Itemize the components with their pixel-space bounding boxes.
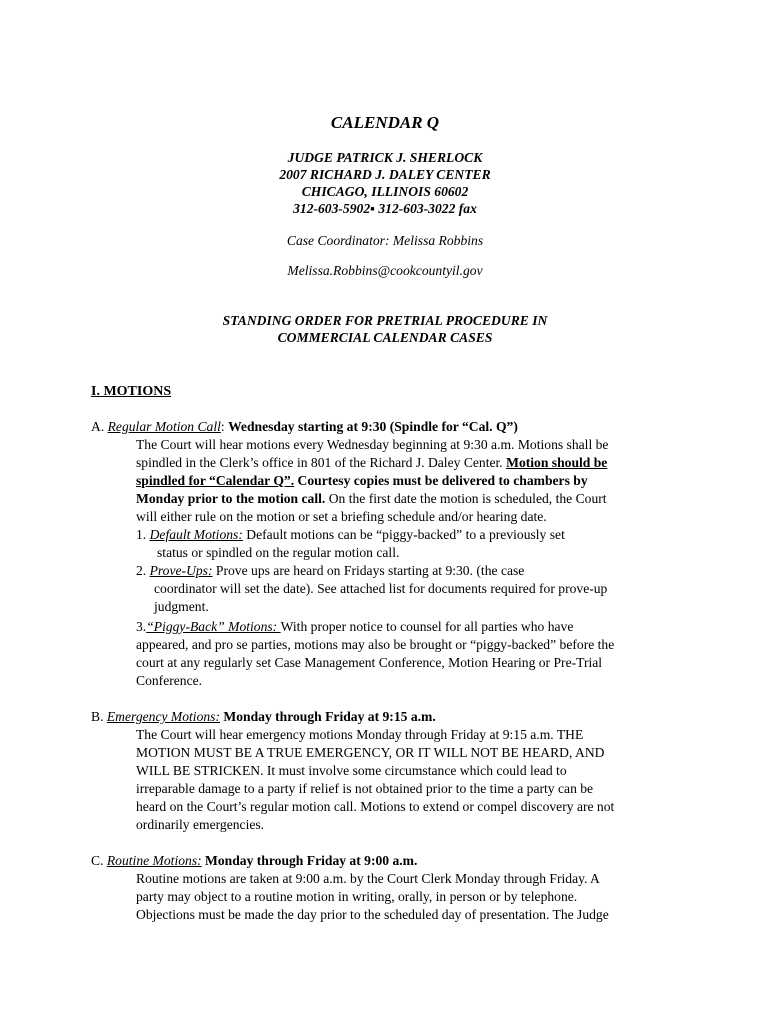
section-a-line-3: spindled for “Calendar Q”. Courtesy copies must be delivered to chambers by [136, 473, 588, 488]
section-b-line-5: heard on the Court’s regular motion call. Motions to extend or compel discovery are not [136, 799, 615, 814]
list-item-piggy-back: 3.“Piggy-Back” Motions: With proper notice to counsel for all parties who have [136, 619, 574, 634]
section-c-line-1: Routine motions are taken at 9:00 a.m. by the Court Clerk Monday through Friday. A [136, 871, 600, 886]
section-c-heading: C. Routine Motions: Monday through Friday at 9:00 a.m. [91, 853, 418, 868]
section-b-heading: B. Emergency Motions: Monday through Friday at 9:15 a.m. [91, 709, 436, 724]
section-c-line-3: Objections must be made the day prior to the scheduled day of presentation. The Judge [136, 907, 609, 922]
prove-ups-continuation-2: judgment. [154, 599, 209, 614]
section-a-time: Wednesday starting at 9:30 (Spindle for “Cal. Q”) [228, 419, 518, 434]
section-b-line-3: WILL BE STRICKEN. It must involve some circumstance which could lead to [136, 763, 567, 778]
section-b-line-4: irreparable damage to a party if relief is not obtained prior to the time a party can be [136, 781, 594, 796]
section-a-line-2: spindled in the Clerk’s office in 801 of the Richard J. Daley Center. Motion should be [136, 455, 608, 470]
section-c-time: Monday through Friday at 9:00 a.m. [201, 853, 418, 868]
order-title-line-1: STANDING ORDER FOR PRETRIAL PROCEDURE IN [222, 313, 548, 328]
piggy-back-continuation-3: Conference. [136, 673, 203, 688]
phone-number: 312-603-5902 [293, 201, 371, 216]
section-a-heading [91, 418, 518, 436]
section-heading-motions: I. MOTIONS [91, 384, 172, 399]
section-a-letter: A. [91, 419, 108, 434]
fax-number: 312-603-3022 fax [374, 201, 477, 216]
coordinator-email: Melissa.Robbins@cookcountyil.gov [287, 263, 483, 278]
case-coordinator: Case Coordinator: Melissa Robbins [286, 233, 484, 248]
address-line-2: CHICAGO, ILLINOIS 60602 [301, 184, 469, 199]
prove-ups-label: Prove-Ups: [149, 563, 213, 578]
calendar-title: CALENDAR Q [330, 113, 440, 132]
default-motions-label: Default Motions: [149, 527, 243, 542]
section-c-line-2: party may object to a routine motion in writing, orally, in person or by telephone. [136, 889, 578, 904]
section-a-line-5: will either rule on the motion or set a briefing schedule and/or hearing date. [136, 509, 547, 524]
section-b-line-6: ordinarily emergencies. [136, 817, 265, 832]
piggy-back-label: “Piggy-Back” Motions: [146, 619, 281, 634]
section-a-colon: : [220, 419, 229, 434]
piggy-back-continuation-1: appeared, and pro se parties, motions may also be brought or “piggy-backed” before the [136, 637, 615, 652]
phone-fax-line [0, 201, 770, 217]
section-c-label: Routine Motions: [106, 853, 202, 868]
address-line-1: 2007 RICHARD J. DALEY CENTER [279, 167, 491, 182]
section-a-line-4: Monday prior to the motion call. On the first date the motion is scheduled, the Court [136, 491, 607, 506]
piggy-back-continuation-2: court at any regularly set Case Management Conference, Motion Hearing or Pre-Trial [136, 655, 603, 670]
section-b-line-2: MOTION MUST BE A TRUE EMERGENCY, OR IT WILL NOT BE HEARD, AND [136, 745, 605, 760]
default-motions-continuation: status or spindled on the regular motion call. [157, 545, 400, 560]
section-b-time: Monday through Friday at 9:15 a.m. [220, 709, 436, 724]
section-a-label: Regular Motion Call [107, 419, 221, 434]
list-item-prove-ups: 2. Prove-Ups: Prove ups are heard on Fridays starting at 9:30. (the case [136, 563, 525, 578]
section-a-emphasis-2: spindled for “Calendar Q”. [136, 473, 295, 488]
section-b-label: Emergency Motions: [106, 709, 220, 724]
section-b-line-1: The Court will hear emergency motions Monday through Friday at 9:15 a.m. THE [136, 727, 584, 742]
section-a-line-1: The Court will hear motions every Wednesday beginning at 9:30 a.m. Motions shall be [136, 437, 609, 452]
judge-name: JUDGE PATRICK J. SHERLOCK [287, 150, 483, 165]
prove-ups-continuation-1: coordinator will set the date). See attached list for documents required for prove-up [154, 581, 608, 596]
list-item-default-motions: 1. Default Motions: Default motions can be “piggy-backed” to a previously set [136, 527, 565, 542]
order-title-line-2: COMMERCIAL CALENDAR CASES [277, 330, 493, 345]
bullet-separator: ▪ [370, 201, 375, 216]
section-a-emphasis-1: Motion should be [506, 455, 608, 470]
